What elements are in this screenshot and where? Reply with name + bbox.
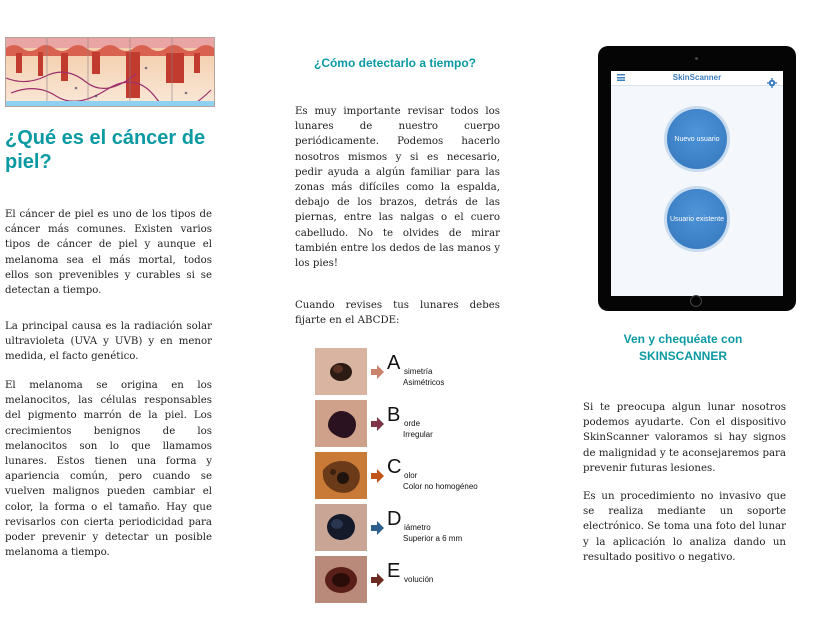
app-screen [611,71,783,296]
abcde-word: simetría [404,367,433,376]
abcde-item-e [315,556,515,604]
tablet-device [598,46,796,311]
abcde-letter: E [387,560,401,582]
abcde-letter: A [387,352,401,374]
skin-layers-illustration [5,37,215,107]
abcde-description: Superior a 6 mm [403,534,463,543]
mole-photo [315,452,367,499]
page-title: ¿Qué es el cáncer de piel? [5,127,206,173]
abcde-letter: D [387,508,402,530]
abcde-item-d [315,504,515,552]
abcde-word: iámetro [404,523,431,532]
abcde-word: orde [404,419,421,428]
mole-photo [315,556,367,603]
abcde-letter: C [387,456,402,478]
abcde-word: olor [404,471,418,480]
paragraph: El melanoma se origina en los melanocitos, las células responsables del pigmento marrón de la piel. Los crecimientos benignos de los melanocitos son lo que llamamos lunares. Estos tienen una forma y apariencia común, pero cuando se vuelven malignos pueden cambiar el color, la forma o el tamaño. Hay que revisarlos con cierta periodicidad para poder prevenir y detectar un posible melanoma a tiempo. [5,380,212,559]
paragraph: Es un procedimiento no invasivo que se realiza mediante un soporte electrónico. Se toma una foto del lunar y la aplicación lo analiza dando un resultado positivo o negativo. [583,491,786,563]
abcde-description: Asimétricos [403,378,445,387]
abcde-item-a [315,348,515,396]
abcde-letter: B [387,404,401,426]
new-user-button[interactable]: Nuevo usuario [664,106,730,172]
existing-user-button[interactable]: Usuario existente [664,186,730,252]
camera-dot [695,57,698,60]
section-title: Ven y chequéate con SKINSCANNER [623,332,743,363]
abcde-item-c [315,452,515,500]
abcde-description: Color no homogéneo [403,482,478,491]
paragraph: Es muy importante revisar todos los lunares de nuestro cuerpo periódicamente. Podemos hacerlo nosotros mismos y si es necesario, pedir ayuda a algún familiar para las zonas más difíciles como la espalda, debajo de los brazos, detrás de las piernas, entre las nalgas o el cuero cabelludo. No te olvides de mirar también entre los dedos de las manos y los pies! [295,106,500,270]
paragraph: El cáncer de piel es uno de los tipos de cáncer más comunes. Existen varios tipos de cáncer de piel y aunque el melanoma sea el más mortal, todos ellos son prevenibles y curables si se detectan a tiempo. [5,209,212,297]
abcde-word: volución [404,575,434,584]
mole-photo [315,348,367,395]
gear-icon[interactable] [767,73,777,92]
mole-photo [315,400,367,447]
mole-photo [315,504,367,551]
paragraph: Cuando revises tus lunares debes fijarte en el ABCDE: [295,300,500,327]
section-title: ¿Cómo detectarlo a tiempo? [313,56,477,70]
app-header [611,71,783,86]
abcde-item-b [315,400,515,448]
app-title: SkinScanner [672,73,722,82]
abcde-description: Irregular [403,430,433,439]
paragraph: La principal causa es la radiación solar ultravioleta (UVA y UVB) y en menor medida, el facto genético. [5,321,212,363]
home-button[interactable] [690,295,702,307]
paragraph: Si te preocupa algun lunar nosotros podemos ayudarte. Con el dispositivo SkinScanner valoramos si hay signos de malignidad y te aconsejaremos para prevenir futuras lesiones. [583,402,786,474]
